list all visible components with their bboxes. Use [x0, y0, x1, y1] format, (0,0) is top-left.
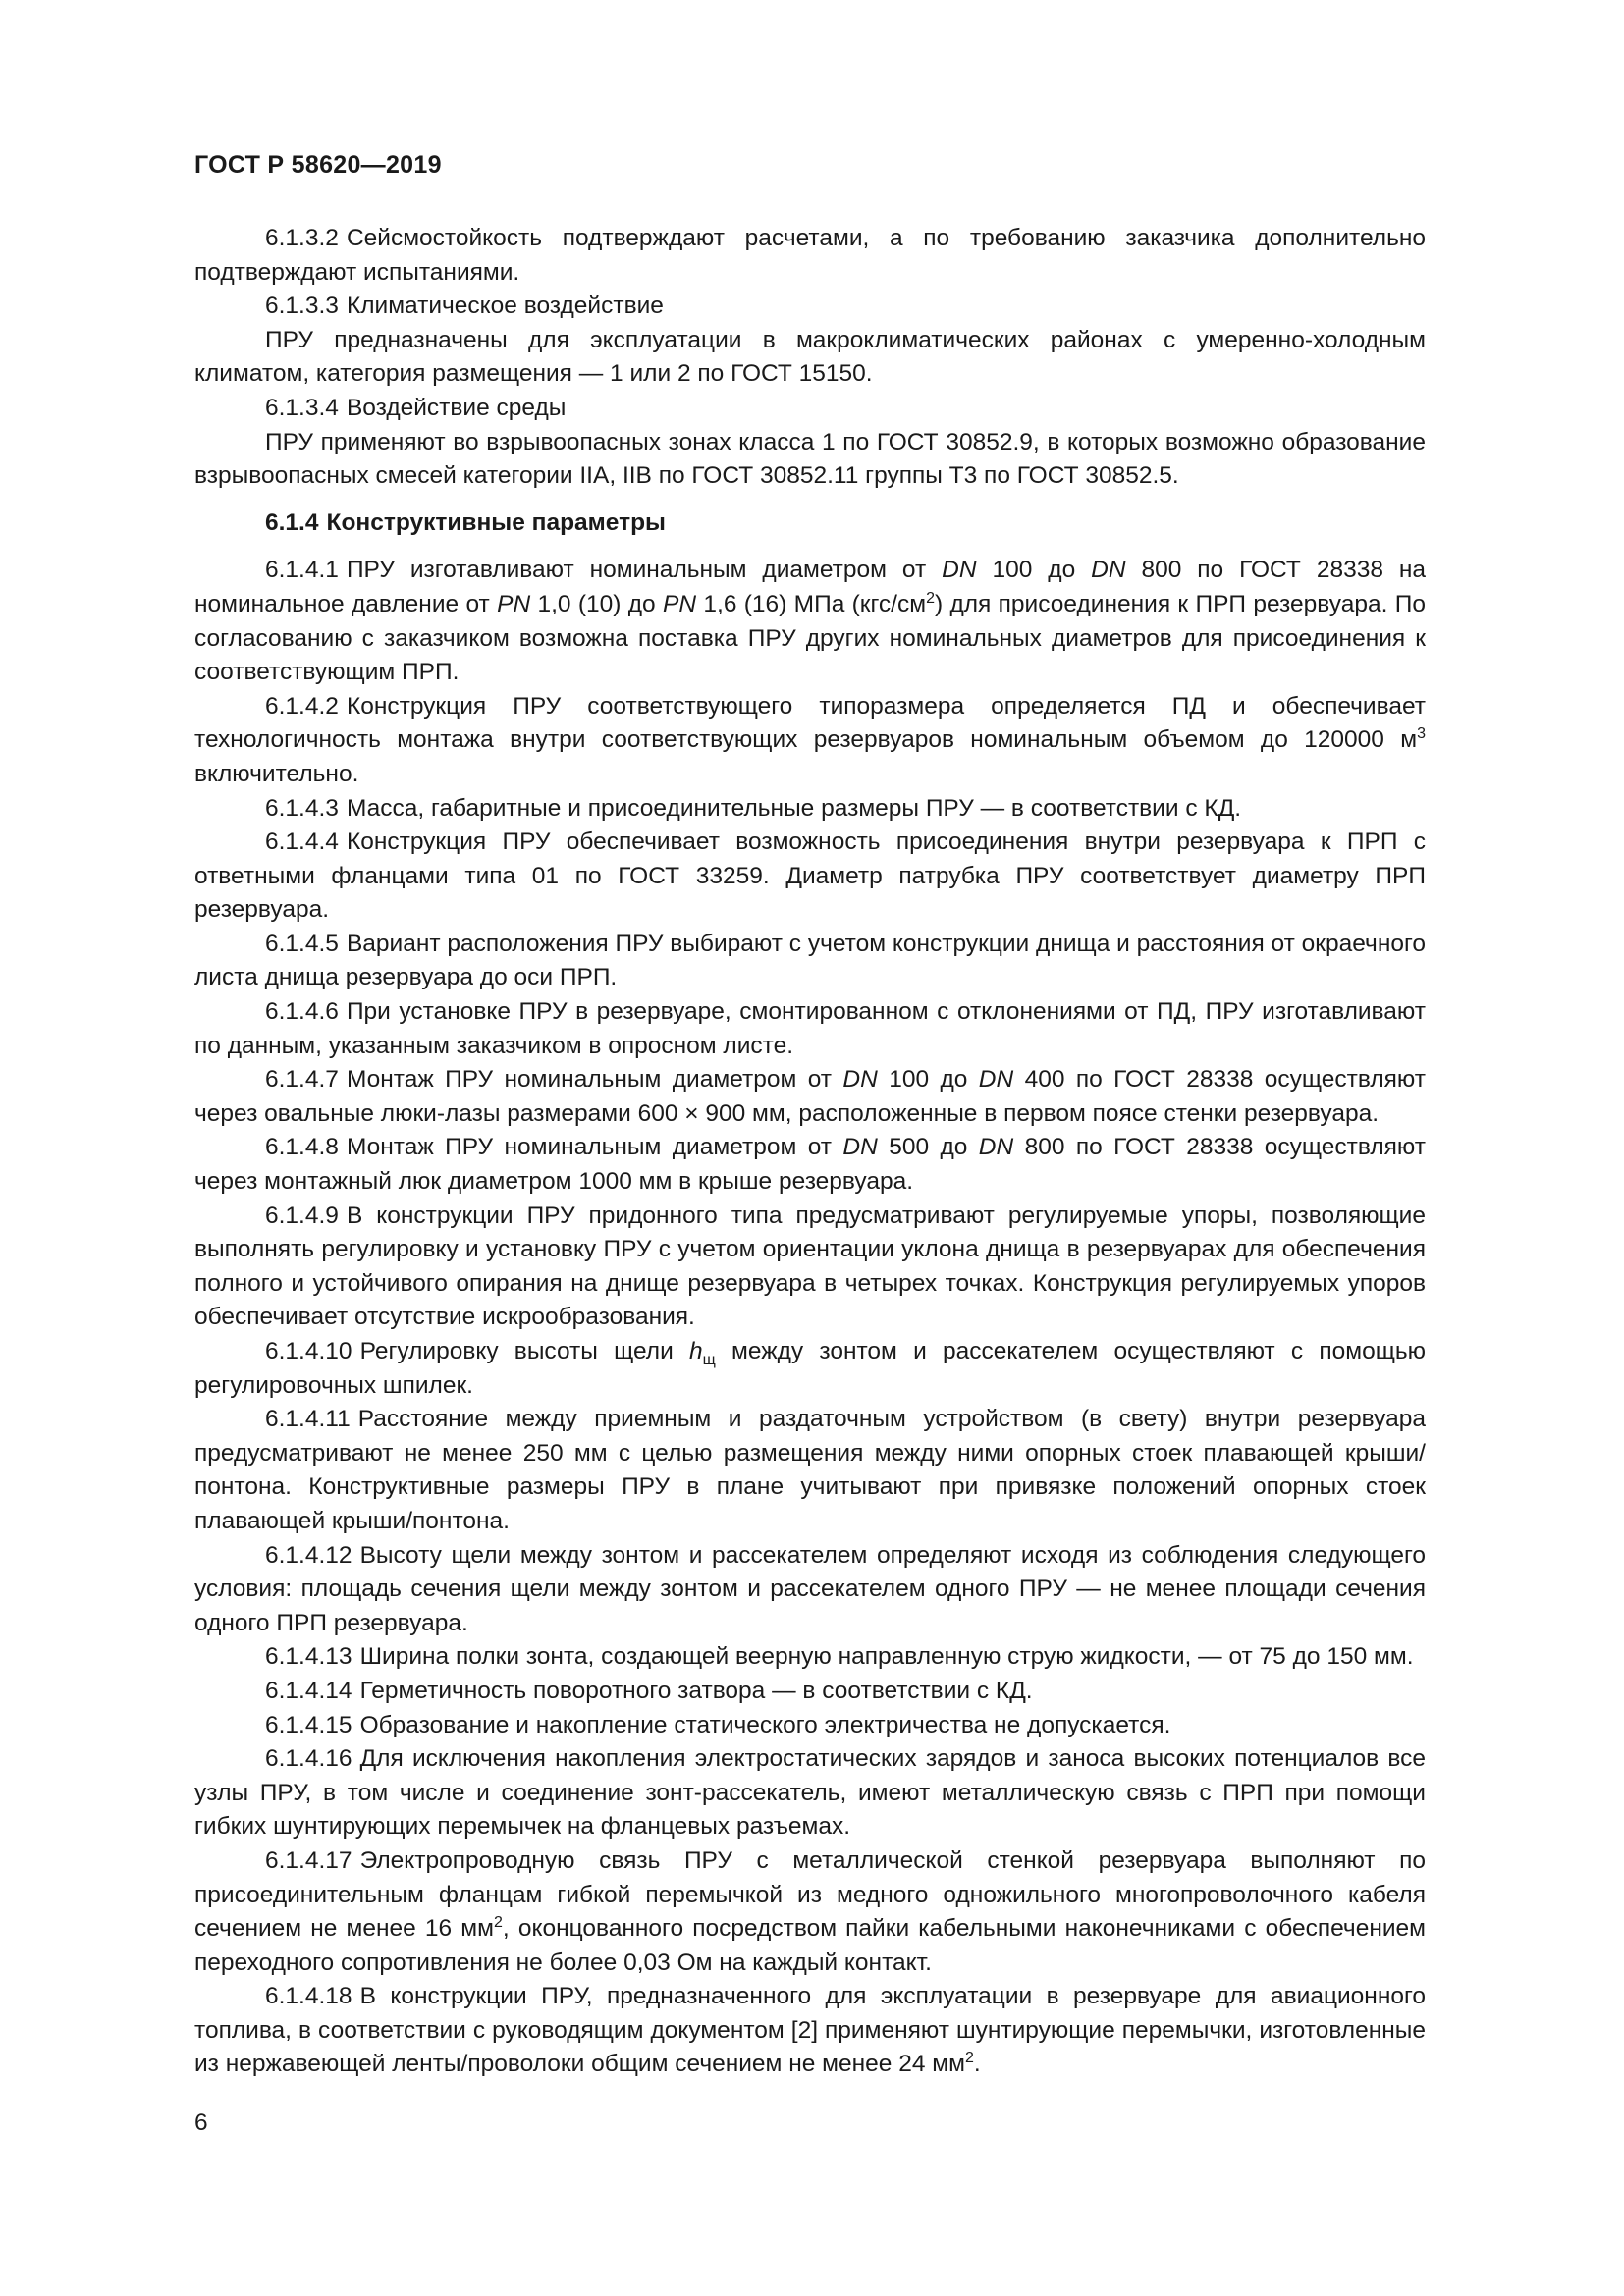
clause-text: Конструкция ПРУ обеспечивает возможность присоединения внутри резервуара к ПРП с ответными фланцами типа 01 по ГОСТ 33259. Диаметр патрубка ПРУ соответствует диаметру ПРП резервуара. [194, 828, 1426, 924]
document-body [194, 222, 1426, 2082]
h-symbol: h [689, 1338, 703, 1364]
pn-symbol: PN [497, 590, 531, 617]
clause-text: 100 до [889, 1066, 968, 1094]
dn-symbol: DN [842, 1066, 878, 1094]
clause-number: 6.1.4.16 [265, 1745, 352, 1773]
clause-number: 6.1.4.8 [265, 1134, 339, 1161]
clause-6-1-4-14 [194, 1675, 1426, 1709]
clause-number: 6.1.4.13 [265, 1643, 352, 1671]
section-heading-6-1-4 [194, 507, 1426, 541]
clause-text: 1,6 (16) МПа (кгс/см [703, 590, 927, 617]
clause-number: 6.1.3.3 [265, 293, 339, 320]
clause-number: 6.1.4.7 [265, 1066, 339, 1094]
clause-text: , оконцованного посредством пайки кабельными наконечниками с обеспечением переходного сопротивления не более 0,03 Ом на каждый контакт. [194, 1915, 1427, 1976]
clause-text: Высоту щели между зонтом и рассекателем определяют исходя из соблюдения следующего условия: площадь сечения щели между зонтом и рассекателем одного ПРУ — не менее площади сечения одного ПРП резервуара. [194, 1541, 1426, 1636]
superscript: 2 [926, 589, 935, 607]
clause-number: 6.1.4.3 [265, 794, 339, 822]
clause-number: 6.1.4.5 [265, 930, 339, 957]
clause-text: ПРУ предназначены для эксплуатации в макроклиматических районах с умеренно-холодным климатом, категория размещения — 1 или 2 по ГОСТ 15150. [194, 326, 1426, 388]
clause-text: ) для присоединения к ПРП резервуара. По согласованию с заказчиком возможна поставка ПРУ других номинальных диаметров для присоединения к соответствующим ПРП. [194, 590, 1426, 686]
clause-text: 1,0 (10) до [537, 590, 656, 617]
clause-text: Электропроводную связь ПРУ с металлической стенкой резервуара выполняют по присоединительным фланцам гибкой перемычкой из медного одножильного многопроволочного кабеля сечением не менее 16 мм [194, 1846, 1426, 1943]
clause-6-1-3-2 [194, 222, 1426, 290]
clause-text: ПРУ изготавливают номинальным диаметром от [346, 557, 927, 584]
dn-symbol: DN [1091, 557, 1126, 584]
dn-symbol: DN [942, 557, 977, 584]
clause-text: В конструкции ПРУ, предназначенного для эксплуатации в резервуаре для авиационного топлива, в соответствии с руководящим документом [2] применяют шунтирующие перемычки, изготовленные из нержавеющей ленты/проволоки общим сечением не менее 24 мм [194, 1983, 1426, 2078]
clause-6-1-4-11 [194, 1403, 1426, 1538]
clause-number: 6.1.4.9 [265, 1201, 339, 1229]
clause-number: 6.1.4.10 [265, 1338, 352, 1364]
clause-6-1-4-2 [194, 690, 1426, 792]
subscript: щ [702, 1352, 716, 1368]
clause-6-1-4-4 [194, 826, 1426, 928]
clause-number: 6.1.4.12 [265, 1541, 352, 1569]
dn-symbol: DN [978, 1066, 1014, 1094]
dn-symbol: DN [978, 1134, 1014, 1161]
dn-symbol: DN [842, 1134, 878, 1161]
page-number: 6 [194, 2109, 208, 2136]
clause-text: 100 до [992, 557, 1076, 584]
clause-text: 500 до [889, 1134, 968, 1161]
section-number: 6.1.4 [265, 508, 319, 536]
document-header: ГОСТ Р 58620—2019 [194, 151, 442, 179]
section-title: Конструктивные параметры [326, 508, 666, 536]
clause-6-1-4-17 [194, 1844, 1426, 1980]
clause-6-1-4-16 [194, 1742, 1426, 1844]
clause-text: между зонтом и рассекателем осуществляют с помощью регулировочных шпилек. [194, 1338, 1426, 1399]
clause-6-1-4-8 [194, 1131, 1426, 1199]
clause-text: Сейсмостойкость подтверждают расчетами, а по требованию заказчика дополнительно подтверждают испытаниями. [194, 225, 1426, 286]
clause-text: При установке ПРУ в резервуаре, смонтированном с отклонениями от ПД, ПРУ изготавливают по данным, указанным заказчиком в опросном листе. [194, 998, 1426, 1059]
clause-number: 6.1.4.6 [265, 998, 339, 1026]
clause-text: Воздействие среды [346, 394, 567, 421]
clause-text: включительно. [194, 760, 359, 787]
clause-text: Для исключения накопления электростатических зарядов и заноса высоких потенциалов все узлы ПРУ, в том числе и соединение зонт-рассекатель, имеют металлическую связь с ПРП при помощи гибких шунтирующих перемычек на фланцевых разъемах. [194, 1745, 1426, 1841]
clause-number: 6.1.3.4 [265, 394, 339, 421]
clause-6-1-4-10 [194, 1335, 1426, 1403]
clause-text: Монтаж ПРУ номинальным диаметром от [346, 1066, 833, 1094]
clause-6-1-4-1 [194, 554, 1426, 689]
clause-6-1-3-4 [194, 392, 1426, 426]
clause-6-1-4-7 [194, 1063, 1426, 1131]
clause-6-1-3-3-body [194, 324, 1426, 392]
clause-text: Образование и накопление статического электричества не допускается. [359, 1711, 1171, 1738]
clause-text: Монтаж ПРУ номинальным диаметром от [346, 1134, 833, 1161]
clause-text: ПРУ применяют во взрывоопасных зонах класса 1 по ГОСТ 30852.9, в которых возможно образование взрывоопасных смесей категории IIA, IIB по ГОСТ 30852.11 группы Т3 по ГОСТ 30852.5. [194, 428, 1426, 490]
clause-text: Вариант расположения ПРУ выбирают с учетом конструкции днища и расстояния от окраечного листа днища резервуара до оси ПРП. [194, 930, 1426, 991]
superscript: 2 [494, 1914, 503, 1932]
clause-text: 800 по ГОСТ 28338 осуществляют через монтажный люк диаметром 1000 мм в крыше резервуара. [194, 1134, 1426, 1196]
superscript: 3 [1417, 725, 1426, 743]
clause-text: Ширина полки зонта, создающей веерную направленную струю жидкости, — от 75 до 150 мм. [359, 1643, 1414, 1671]
clause-6-1-3-4-body [194, 426, 1426, 494]
clause-number: 6.1.3.2 [265, 225, 339, 251]
clause-6-1-4-13 [194, 1640, 1426, 1675]
clause-6-1-4-9 [194, 1200, 1426, 1335]
clause-6-1-4-12 [194, 1539, 1426, 1641]
clause-6-1-4-3 [194, 792, 1426, 827]
clause-6-1-3-3 [194, 290, 1426, 324]
clause-number: 6.1.4.14 [265, 1677, 352, 1704]
clause-number: 6.1.4.4 [265, 828, 339, 856]
clause-text: Конструкция ПРУ соответствующего типоразмера определяется ПД и обеспечивает технологичность монтажа внутри соответствующих резервуаров номинальным объемом до 120000 м [194, 692, 1426, 754]
clause-text: Расстояние между приемным и раздаточным устройством (в свету) внутри резервуара предусматривают не менее 250 мм с целью размещения между ними опорных стоек плавающей крыши/понтона. Конструктивные размеры ПРУ в плане учитывают при привязке положений опорных стоек плавающей крыши/понтона. [194, 1406, 1426, 1534]
clause-number: 6.1.4.2 [265, 692, 339, 720]
clause-6-1-4-18 [194, 1980, 1426, 2082]
clause-text: Масса, габаритные и присоединительные размеры ПРУ — в соответствии с КД. [346, 794, 1242, 822]
clause-number: 6.1.4.1 [265, 557, 339, 584]
pn-symbol: PN [663, 590, 697, 617]
clause-text: . [973, 2051, 981, 2078]
clause-text: В конструкции ПРУ придонного типа предусматривают регулируемые упоры, позволяющие выполнять регулировку и установку ПРУ с учетом ориентации уклона днища в резервуарах для обеспечения полного и устойчивого опирания на днище резервуара в четырех точках. Конструкция регулируемых упоров обеспечивает отсутствие искрообразования. [194, 1201, 1426, 1331]
clause-text: 400 по ГОСТ 28338 осуществляют через овальные люки-лазы размерами 600 × 900 мм, расположенные в первом поясе стенки резервуара. [194, 1066, 1426, 1127]
clause-number: 6.1.4.18 [265, 1983, 352, 2010]
clause-text: Климатическое воздействие [346, 293, 664, 320]
clause-6-1-4-6 [194, 995, 1426, 1063]
clause-number: 6.1.4.17 [265, 1846, 352, 1874]
clause-text: Герметичность поворотного затвора — в соответствии с КД. [359, 1677, 1033, 1704]
clause-6-1-4-15 [194, 1709, 1426, 1743]
clause-text: Регулировку высоты щели [359, 1338, 674, 1364]
clause-text: 800 по ГОСТ 28338 на номинальное давление от [194, 557, 1427, 617]
clause-6-1-4-5 [194, 928, 1426, 995]
clause-number: 6.1.4.15 [265, 1711, 352, 1738]
superscript: 2 [964, 2050, 974, 2067]
clause-number: 6.1.4.11 [265, 1406, 351, 1433]
